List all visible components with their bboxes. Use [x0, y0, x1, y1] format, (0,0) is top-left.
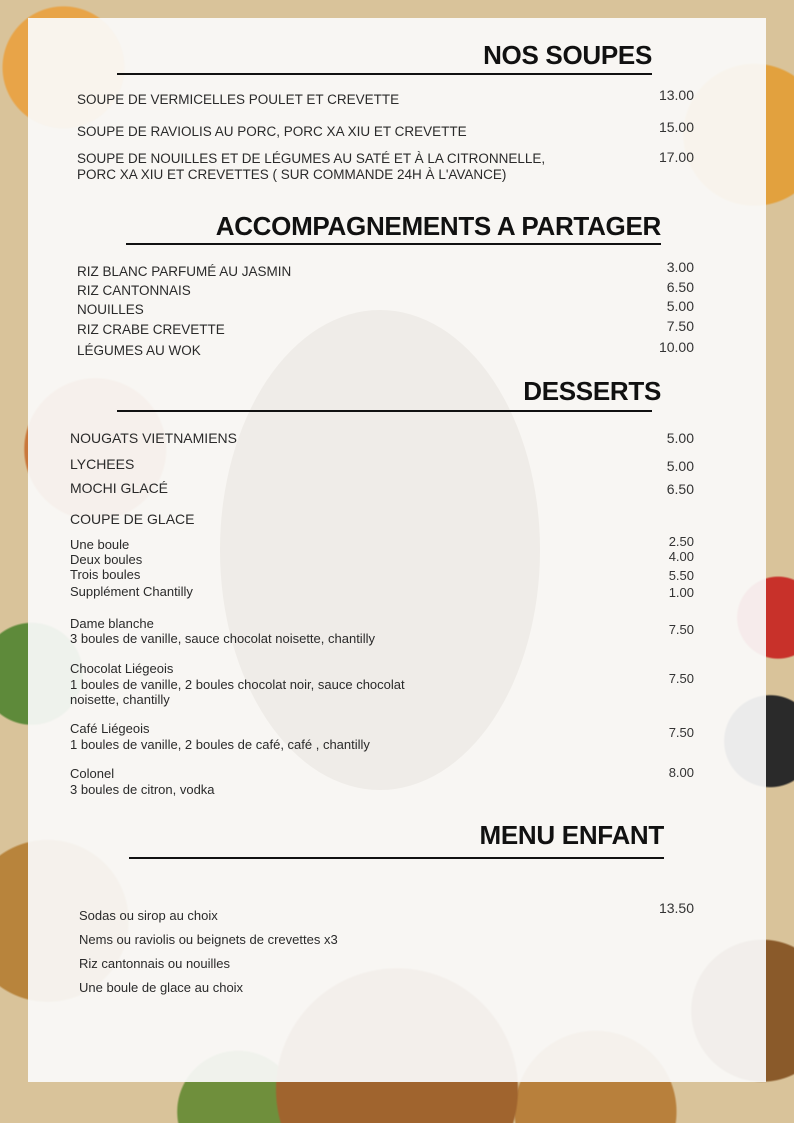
special-dessert-price: 7.50	[668, 671, 694, 686]
menu-item-name-line2: PORC XA XIU ET CREVETTES ( SUR COMMANDE 24H À L'AVANCE)	[77, 167, 507, 182]
special-dessert-desc: 3 boules de citron, vodka	[70, 782, 215, 797]
menu-item-price: 15.00	[658, 119, 694, 135]
menu-item-price: 10.00	[658, 339, 694, 355]
menu-item-name: RIZ BLANC PARFUMÉ AU JASMIN	[77, 264, 292, 279]
special-dessert-name: Chocolat Liégeois	[70, 661, 174, 676]
coupe-option-price: 5.50	[668, 568, 694, 583]
special-dessert-name: Dame blanche	[70, 616, 154, 631]
divider-accompagnements	[126, 243, 661, 245]
coupe-option-price: 2.50	[668, 534, 694, 549]
special-dessert-price: 7.50	[668, 622, 694, 637]
menu-item-price: 7.50	[666, 318, 694, 334]
menu-item-name: NOUGATS VIETNAMIENS	[70, 430, 237, 446]
menu-item-name: RIZ CRABE CREVETTE	[77, 322, 225, 337]
special-dessert-desc: 3 boules de vanille, sauce chocolat noisette, chantilly	[70, 631, 375, 646]
coupe-option-name: Supplément Chantilly	[70, 584, 193, 599]
section-title-desserts: DESSERTS	[523, 376, 661, 406]
coupe-option-price: 1.00	[668, 585, 694, 600]
menu-item-price: 6.50	[666, 481, 694, 497]
section-title-soupes: NOS SOUPES	[483, 40, 652, 70]
menu-item-price: 13.00	[658, 87, 694, 103]
special-dessert-name: Colonel	[70, 766, 115, 781]
special-dessert-desc: 1 boules de vanille, 2 boules de café, café , chantilly	[70, 737, 370, 752]
special-dessert-price: 7.50	[668, 725, 694, 740]
menu-item-price: 17.00	[658, 149, 694, 165]
menu-item-name: NOUILLES	[77, 302, 144, 317]
background-bowl-photo	[220, 310, 540, 790]
menu-enfant-line: Une boule de glace au choix	[79, 980, 244, 995]
special-dessert-desc: 1 boules de vanille, 2 boules chocolat noir, sauce chocolat	[70, 677, 405, 692]
menu-item-price: 3.00	[666, 259, 694, 275]
menu-item-price: 6.50	[666, 279, 694, 295]
menu-item-name: LÉGUMES AU WOK	[77, 343, 201, 358]
menu-item-name: SOUPE DE NOUILLES ET DE LÉGUMES AU SATÉ ET À LA CITRONNELLE,	[77, 151, 546, 166]
menu-enfant-price: 13.50	[658, 900, 694, 916]
menu-enfant-line: Riz cantonnais ou nouilles	[79, 956, 231, 971]
coupe-option-name: Une boule	[70, 537, 130, 552]
menu-item-name: LYCHEES	[70, 456, 135, 472]
menu-item-name: SOUPE DE VERMICELLES POULET ET CREVETTE	[77, 92, 400, 107]
menu-item-name: MOCHI GLACÉ	[70, 480, 169, 496]
coupe-option-price: 4.00	[668, 549, 694, 564]
coupe-option-name: Deux boules	[70, 552, 143, 567]
divider-soupes	[117, 73, 652, 75]
divider-menu-enfant	[129, 857, 664, 859]
special-dessert-desc-line2: noisette, chantilly	[70, 692, 170, 707]
section-title-accompagnements: ACCOMPAGNEMENTS A PARTAGER	[215, 211, 661, 241]
menu-item-price: 5.00	[666, 298, 694, 314]
menu-item-name: SOUPE DE RAVIOLIS AU PORC, PORC XA XIU ET CREVETTE	[77, 124, 467, 139]
special-dessert-name: Café Liégeois	[70, 721, 150, 736]
divider-desserts	[117, 410, 652, 412]
menu-enfant-line: Nems ou raviolis ou beignets de crevettes x3	[79, 932, 338, 947]
menu-item-price: 5.00	[666, 430, 694, 446]
coupe-de-glace-heading: COUPE DE GLACE	[70, 511, 195, 527]
section-title-menu-enfant: MENU ENFANT	[479, 820, 664, 850]
special-dessert-price: 8.00	[668, 765, 694, 780]
menu-item-name: RIZ CANTONNAIS	[77, 283, 191, 298]
coupe-option-name: Trois boules	[70, 567, 141, 582]
menu-enfant-line: Sodas ou sirop au choix	[79, 908, 218, 923]
menu-item-price: 5.00	[666, 458, 694, 474]
